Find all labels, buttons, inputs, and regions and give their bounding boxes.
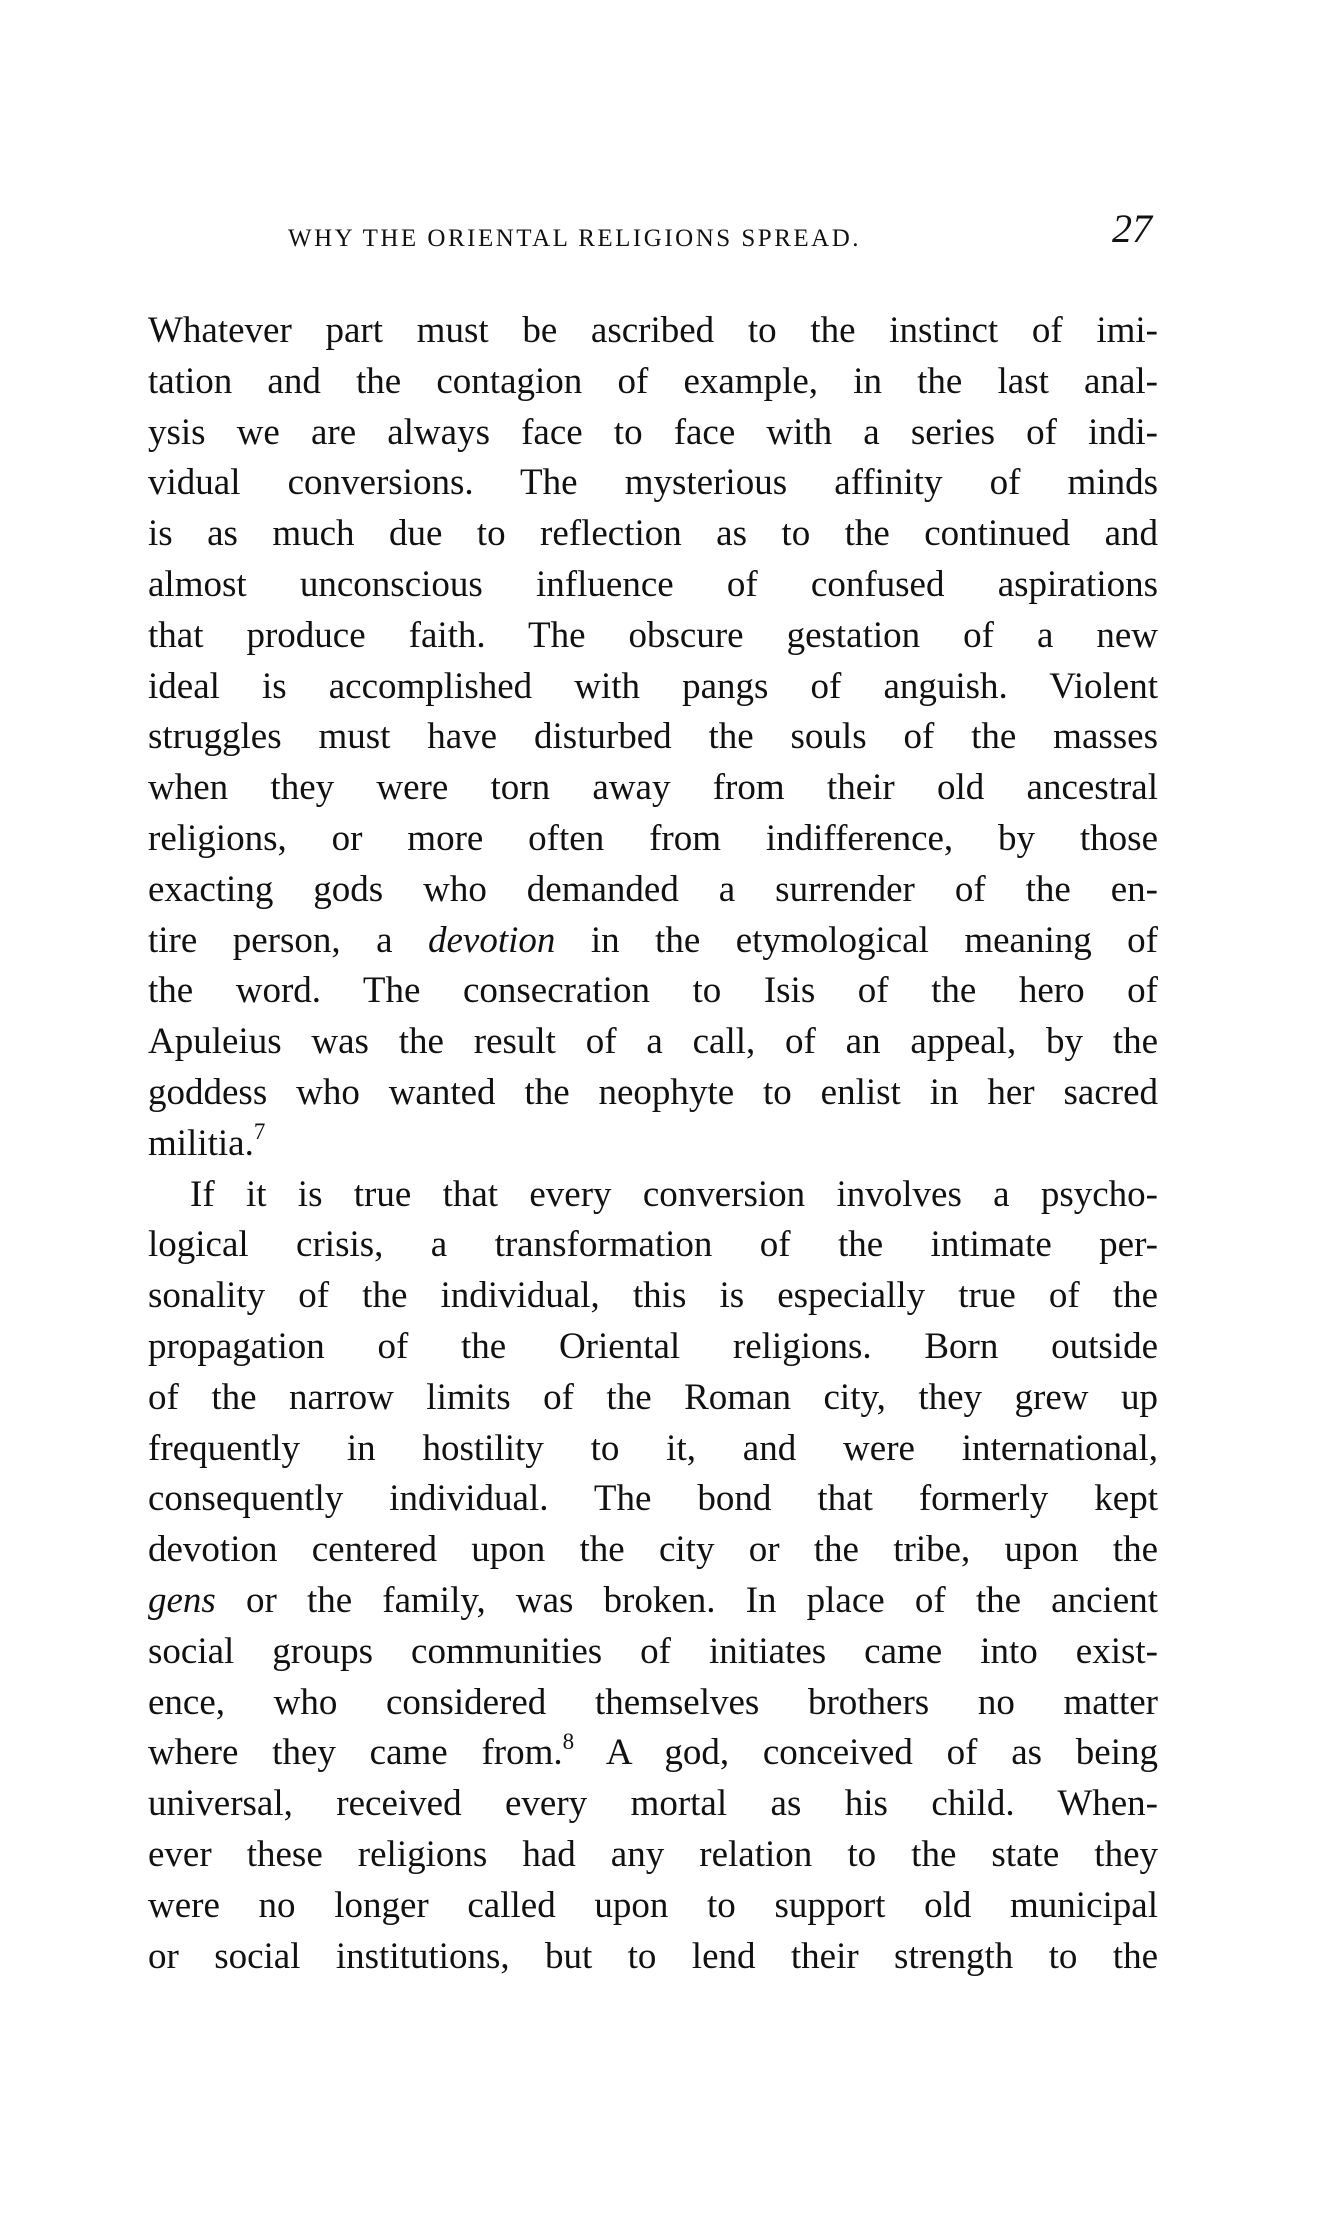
running-title: WHY THE ORIENTAL RELIGIONS SPREAD.	[288, 225, 862, 252]
page-number: 27	[1112, 206, 1152, 251]
text-line: sonality of the individual, this is especially true of the	[148, 1275, 1158, 1317]
text-segment: in the etymological meaning of	[555, 919, 1158, 961]
text-line	[148, 1576, 1158, 1627]
text-line: logical crisis, a transformation of the intimate per-	[148, 1224, 1158, 1266]
text-line: is as much due to reflection as to the continued and	[148, 513, 1158, 555]
text-line	[148, 1728, 1158, 1779]
running-header	[148, 205, 1158, 265]
text-line: frequently in hostility to it, and were international,	[148, 1427, 1158, 1469]
text-segment: or the family, was broken. In place of the ancient	[215, 1579, 1158, 1621]
text-line: ideal is accomplished with pangs of anguish. Violent	[148, 665, 1158, 707]
text-line: the word. The consecration to Isis of the hero of	[148, 970, 1158, 1012]
text-line: Whatever part must be ascribed to the instinct of imi-	[148, 310, 1158, 351]
text-line: Apuleius was the result of a call, of an appeal, by the	[148, 1021, 1158, 1063]
text-line: tation and the contagion of example, in the last anal-	[148, 360, 1158, 402]
text-line: of the narrow limits of the Roman city, they grew up	[148, 1376, 1158, 1418]
paragraph-2	[148, 1170, 1158, 1983]
text-line: exacting gods who demanded a surrender of the en-	[148, 868, 1158, 910]
text-line: devotion centered upon the city or the tribe, upon the	[148, 1529, 1158, 1571]
text-line: were no longer called upon to support old municipal	[148, 1884, 1158, 1926]
footnote-marker-8: 8	[562, 1728, 575, 1754]
text-segment: where they came from.	[148, 1732, 563, 1774]
text-line: propagation of the Oriental religions. Born outside	[148, 1325, 1158, 1367]
text-line: almost unconscious influence of confused aspirations	[148, 563, 1158, 605]
text-line: that produce faith. The obscure gestation of a new	[148, 614, 1158, 656]
text-line: or social institutions, but to lend their strength to the	[148, 1935, 1158, 1977]
text-segment: tire person, a	[148, 919, 428, 961]
footnote-marker-7: 7	[253, 1119, 266, 1145]
text-line: If it is true that every conversion involves a psycho-	[190, 1173, 1158, 1215]
text-line: social groups communities of initiates came into exist-	[148, 1630, 1158, 1672]
text-line: ysis we are always face to face with a series of indi-	[148, 411, 1158, 453]
text-segment: A god, conceived of as being	[574, 1732, 1158, 1774]
text-segment: militia.	[148, 1122, 254, 1164]
text-line: goddess who wanted the neophyte to enlist in her sacred	[148, 1071, 1158, 1113]
text-line	[148, 916, 1158, 967]
text-line: when they were torn away from their old ancestral	[148, 767, 1158, 809]
italic-term-devotion: devotion	[427, 919, 556, 961]
text-line: struggles must have disturbed the souls of the masses	[148, 716, 1158, 758]
italic-term-gens: gens	[148, 1579, 216, 1621]
text-line: consequently individual. The bond that formerly kept	[148, 1478, 1158, 1520]
text-line	[148, 1119, 1158, 1170]
text-line: religions, or more often from indifference, by those	[148, 817, 1158, 859]
paragraph-1	[148, 306, 1158, 1170]
text-line: ence, who considered themselves brothers no matter	[148, 1681, 1158, 1723]
text-line: universal, received every mortal as his child. When-	[148, 1783, 1158, 1825]
text-line: vidual conversions. The mysterious affinity of minds	[148, 462, 1158, 504]
body-text	[148, 306, 1158, 1982]
text-line: ever these religions had any relation to the state they	[148, 1833, 1158, 1875]
